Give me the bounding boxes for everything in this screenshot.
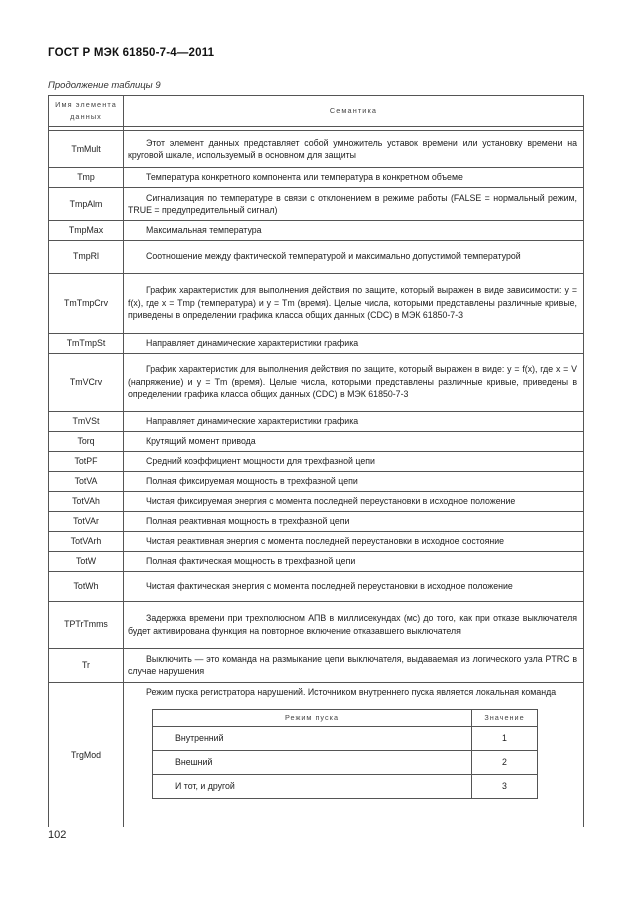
data-element-name: TotVAr	[49, 511, 124, 531]
semantics-table	[48, 95, 584, 827]
data-element-semantics: График характеристик для выполнения действия по защите, который выражен в виде зависимости: y = f(x), где x = Tmp (температура) и y = Tm (время). Целые числа, которыми представлены различные кривые, приведены в определении графика класса общих данных (CDC) в МЭК 61850-7-3	[124, 273, 584, 333]
data-element-name: TotVA	[49, 471, 124, 491]
trigger-mode-value: 3	[472, 775, 538, 799]
trigger-mode-label: Внешний	[153, 751, 472, 775]
trigger-mode-header-row	[153, 710, 538, 727]
trigger-mode-row	[153, 727, 538, 751]
trigger-mode-label: Внутренний	[153, 727, 472, 751]
data-element-semantics: Этот элемент данных представляет собой умножитель уставок времени или установку времени на круговой шкале, используемый в основном для защиты	[124, 131, 584, 168]
data-element-semantics: Средний коэффициент мощности для трехфазной цепи	[124, 451, 584, 471]
column-header-mode: Режим пуска	[153, 710, 472, 727]
data-element-semantics: Максимальная температура	[124, 221, 584, 241]
data-element-semantics: Чистая реактивная энергия с момента последней переустановки в исходное состояние	[124, 531, 584, 551]
page-number: 102	[48, 829, 67, 841]
trigger-mode-value: 1	[472, 727, 538, 751]
table-header-row	[49, 96, 584, 127]
table-row	[49, 431, 584, 451]
table-row	[49, 240, 584, 273]
table-row	[49, 451, 584, 471]
column-header-semantics: Семантика	[124, 96, 584, 127]
data-element-semantics: Соотношение между фактической температурой и максимально допустимой температурой	[124, 240, 584, 273]
table-continuation-caption: Продолжение таблицы 9	[48, 80, 161, 91]
data-element-semantics: График характеристик для выполнения действия по защите, который выражен в виде: y = f(x), где x = V (напряжение) и y = Tm (время). Целые числа, которыми представлены различные кривые, приведены в определении графика класса общих данных (CDC) в МЭК 61850-7-3	[124, 353, 584, 411]
data-element-semantics: Чистая фиксируемая энергия с момента последней переустановки в исходное положение	[124, 491, 584, 511]
data-element-name: Torq	[49, 431, 124, 451]
trigger-mode-row	[153, 775, 538, 799]
table-row	[49, 131, 584, 168]
table-row	[49, 168, 584, 188]
trigger-mode-value: 2	[472, 751, 538, 775]
data-element-name: TrgMod	[49, 682, 124, 827]
table-row	[49, 531, 584, 551]
table-row	[49, 353, 584, 411]
data-element-semantics: Режим пуска регистратора нарушений. Источником внутреннего пуска является локальная команда Режим пуска Значение Внутренний 1 Внешний 2 И тот, и другой 3	[124, 682, 584, 827]
table-row	[49, 491, 584, 511]
data-element-name: TPTrTmms	[49, 601, 124, 648]
table-row	[49, 648, 584, 682]
data-element-name: TmTmpCrv	[49, 273, 124, 333]
table-row	[49, 511, 584, 531]
data-element-semantics: Полная фиксируемая мощность в трехфазной цепи	[124, 471, 584, 491]
table-row	[49, 411, 584, 431]
data-element-name: Tr	[49, 648, 124, 682]
table-row	[49, 471, 584, 491]
data-element-name: TmTmpSt	[49, 333, 124, 353]
data-element-name: TotPF	[49, 451, 124, 471]
trigger-mode-table	[152, 709, 538, 799]
document-header: ГОСТ Р МЭК 61850-7-4—2011	[48, 47, 215, 59]
data-element-semantics: Полная реактивная мощность в трехфазной цепи	[124, 511, 584, 531]
data-element-semantics: Полная фактическая мощность в трехфазной цепи	[124, 551, 584, 571]
data-element-name: TmpAlm	[49, 188, 124, 221]
data-element-semantics: Крутящий момент привода	[124, 431, 584, 451]
data-element-semantics: Направляет динамические характеристики графика	[124, 333, 584, 353]
data-element-name: TmpRl	[49, 240, 124, 273]
table-row	[49, 221, 584, 241]
column-header-value: Значение	[472, 710, 538, 727]
data-element-semantics: Выключить — это команда на размыкание цепи выключателя, выдаваемая из логического узла PTRC в случае нарушения	[124, 648, 584, 682]
data-element-semantics: Задержка времени при трехполюсном АПВ в миллисекундах (мс) до того, как при отказе выключателя будет активирована функция на повторное включение отказавшего выключателя	[124, 601, 584, 648]
data-element-name: TotVArh	[49, 531, 124, 551]
data-element-semantics: Сигнализация по температуре в связи с отклонением в режиме работы (FALSE = нормальный режим, TRUE = предупредительный сигнал)	[124, 188, 584, 221]
data-element-name: TotWh	[49, 571, 124, 601]
table-row	[49, 601, 584, 648]
data-element-name: TotW	[49, 551, 124, 571]
data-element-name: Tmp	[49, 168, 124, 188]
table-row	[49, 571, 584, 601]
data-element-semantics: Чистая фактическая энергия с момента последней переустановки в исходное положение	[124, 571, 584, 601]
table-row	[49, 551, 584, 571]
table-row	[49, 333, 584, 353]
data-element-semantics: Температура конкретного компонента или температура в конкретном объеме	[124, 168, 584, 188]
data-element-name: TmpMax	[49, 221, 124, 241]
column-header-name: Имя элемента данных	[49, 96, 124, 127]
table-row	[49, 682, 584, 827]
data-element-name: TmMult	[49, 131, 124, 168]
table-row	[49, 273, 584, 333]
trigger-mode-label: И тот, и другой	[153, 775, 472, 799]
data-element-name: TmVCrv	[49, 353, 124, 411]
data-element-name: TmVSt	[49, 411, 124, 431]
data-element-semantics: Направляет динамические характеристики графика	[124, 411, 584, 431]
trigger-mode-row	[153, 751, 538, 775]
data-element-name: TotVAh	[49, 491, 124, 511]
table-row	[49, 188, 584, 221]
